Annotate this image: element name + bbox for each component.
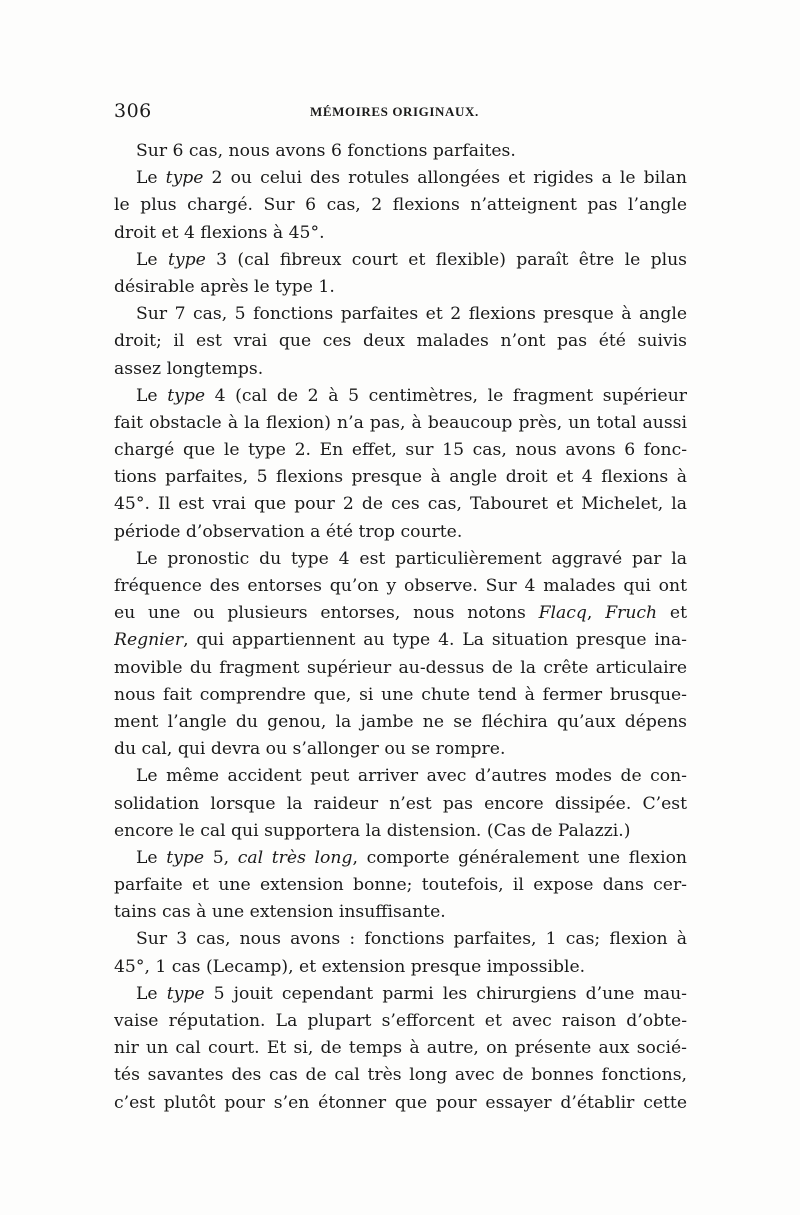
- text-line: [114, 274, 687, 301]
- text-line: [114, 247, 687, 274]
- text-run: désirable après le type 1.: [114, 276, 335, 297]
- text-run: movible du fragment supérieur au-dessus de la crête articulaire: [114, 657, 687, 678]
- text-line: [114, 763, 687, 790]
- italic-run: type: [166, 847, 205, 868]
- text-line: [114, 192, 687, 219]
- text-run: nous fait comprendre que, si une chute tend à fermer brusque-: [114, 684, 687, 705]
- text-line: [114, 410, 687, 437]
- text-run: Le pronostic du type 4 est particulièrement aggravé par la: [136, 548, 687, 569]
- text-line: [114, 600, 687, 627]
- text-line: [114, 328, 687, 355]
- text-line: [114, 491, 687, 518]
- text-run: ,: [586, 603, 606, 624]
- text-line: [114, 682, 687, 709]
- text-run: , comporte généralement une flexion: [352, 847, 687, 868]
- text-run: tions parfaites, 5 flexions presque à angle droit et 4 flexions à: [114, 467, 687, 488]
- text-line: [114, 464, 687, 491]
- text-run: le plus chargé. Sur 6 cas, 2 flexions n’atteignent pas l’angle: [114, 195, 687, 216]
- text-line: [114, 301, 687, 328]
- text-line: [114, 356, 687, 383]
- text-line: [114, 981, 687, 1008]
- text-run: 4 (cal de 2 à 5 centimètres, le fragment supérieur: [205, 385, 687, 406]
- text-line: [114, 791, 687, 818]
- text-run: 5 jouit cependant parmi les chirurgiens d’une mau-: [204, 983, 687, 1004]
- text-line: [114, 845, 687, 872]
- text-run: Le: [136, 168, 166, 189]
- text-run: droit et 4 flexions à 45°.: [114, 222, 325, 243]
- text-line: [114, 1090, 687, 1117]
- italic-run: type: [166, 983, 205, 1004]
- text-run: , qui appartiennent au type 4. La situation presque ina-: [183, 630, 687, 651]
- text-run: Le: [136, 847, 167, 868]
- text-run: et: [657, 603, 687, 624]
- running-head: [114, 100, 687, 124]
- text-run: 2 ou celui des rotules allongées et rigides a le bilan: [203, 168, 687, 189]
- text-line: [114, 519, 687, 546]
- body-text: [114, 138, 687, 1117]
- text-line: [114, 627, 687, 654]
- italic-run: Fruch: [605, 603, 658, 624]
- text-run: vaise réputation. La plupart s’efforcent et avec raison d’obte-: [114, 1011, 687, 1031]
- text-line: [114, 546, 687, 573]
- text-run: eu une ou plusieurs entorses, nous notons: [114, 603, 539, 624]
- italic-run: type: [165, 168, 204, 189]
- text-run: fait obstacle à la flexion) n’a pas, à beaucoup près, un total aussi: [114, 412, 687, 433]
- text-line: [114, 818, 687, 845]
- text-run: Le même accident peut arriver avec d’autres modes de con-: [136, 766, 687, 787]
- text-line: [114, 899, 687, 926]
- italic-run: cal très long: [237, 847, 353, 868]
- text-run: assez longtemps.: [114, 358, 264, 379]
- italic-run: Flacq: [538, 603, 587, 624]
- text-run: tés savantes des cas de cal très long avec de bonnes fonctions,: [114, 1065, 687, 1086]
- text-run: 45°. Il est vrai que pour 2 de ces cas, Tabouret et Michelet, la: [114, 494, 687, 515]
- text-run: Sur 7 cas, 5 fonctions parfaites et 2 flexions presque à angle: [136, 304, 687, 325]
- text-line: [114, 1008, 687, 1035]
- text-line: [114, 736, 687, 763]
- text-line: [114, 954, 687, 981]
- text-run: encore le cal qui supportera la distension. (Cas de Palazzi.): [114, 820, 631, 841]
- text-run: ment l’angle du genou, la jambe ne se fléchira qu’aux dépens: [114, 711, 687, 732]
- text-line: [114, 437, 687, 464]
- text-line: [114, 220, 687, 247]
- text-line: [114, 1035, 687, 1062]
- text-run: Le: [136, 249, 168, 270]
- text-run: droit; il est vrai que ces deux malades n’ont pas été suivis: [114, 331, 687, 352]
- text-line: [114, 655, 687, 682]
- text-run: du cal, qui devra ou s’allonger ou se rompre.: [114, 739, 506, 760]
- text-line: [114, 383, 687, 410]
- text-run: c’est plutôt pour s’en étonner que pour essayer d’établir cette: [114, 1092, 687, 1113]
- running-title: MÉMOIRES ORIGINAUX.: [310, 104, 479, 119]
- italic-run: type: [167, 385, 206, 406]
- text-run: parfaite et une extension bonne; toutefois, il expose dans cer-: [114, 875, 687, 896]
- text-line: [114, 165, 687, 192]
- text-run: 3 (cal fibreux court et flexible) paraît être le plus: [205, 249, 687, 270]
- text-run: solidation lorsque la raideur n’est pas encore dissipée. C’est: [114, 793, 687, 814]
- text-run: chargé que le type 2. En effet, sur 15 cas, nous avons 6 fonc-: [114, 440, 687, 461]
- text-run: fréquence des entorses qu’on y observe. Sur 4 malades qui ont: [114, 576, 687, 596]
- text-run: tains cas à une extension insuffisante.: [114, 902, 446, 923]
- text-run: 45°, 1 cas (Lecamp), et extension presque impossible.: [114, 956, 586, 977]
- text-run: 5,: [204, 847, 238, 868]
- text-run: Le: [136, 983, 167, 1004]
- text-line: [114, 1062, 687, 1089]
- text-line: [114, 872, 687, 899]
- italic-run: Regnier: [114, 630, 184, 651]
- text-run: Sur 6 cas, nous avons 6 fonctions parfaites.: [136, 141, 516, 161]
- text-run: Sur 3 cas, nous avons : fonctions parfaites, 1 cas; flexion à: [136, 929, 687, 950]
- text-run: Le: [136, 385, 168, 406]
- page-number: 306: [114, 100, 152, 122]
- text-line: [114, 138, 687, 165]
- text-line: [114, 926, 687, 953]
- text-line: [114, 709, 687, 736]
- text-line: [114, 573, 687, 600]
- text-run: période d’observation a été trop courte.: [114, 521, 463, 542]
- text-run: nir un cal court. Et si, de temps à autre, on présente aux socié-: [114, 1038, 687, 1059]
- italic-run: type: [167, 249, 206, 270]
